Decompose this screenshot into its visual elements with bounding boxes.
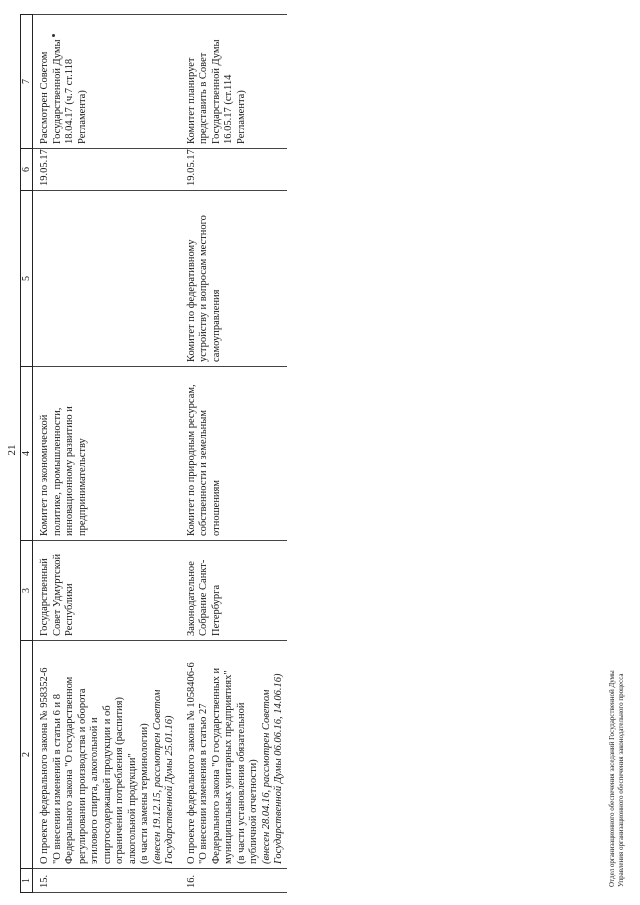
bill-line: Федерального закона "О государственном: [64, 676, 75, 864]
header-row: [21, 15, 33, 893]
date: 19.05.17: [178, 149, 287, 191]
header-col-7: 7: [21, 15, 33, 149]
header-col-5: 5: [21, 191, 33, 367]
bill-line: спиртосодержащей продукции и об: [101, 705, 113, 864]
bill-title: [33, 641, 178, 869]
header-col-3: 3: [21, 541, 33, 641]
status: Рассмотрен Советом Государственной Думы 18.04.17 (ч.7 ст.118 Регламента): [33, 15, 178, 149]
header-col-1: 1: [21, 869, 33, 893]
bill-intro: О проекте федерального закона № 1058406-6: [185, 662, 197, 864]
bill-line: муниципальных унитарных предприятиях": [223, 670, 234, 864]
bill-note: (внесен 19.12.15, рассмотрен Советом: [151, 689, 163, 864]
responsible-committee: Комитет по экономической политике, промышленности, инновационному развитию и предпринимательству: [33, 367, 178, 541]
header-col-6: 6: [21, 149, 33, 191]
bill-line: "О внесении изменений в статьи 6 и 8: [51, 694, 63, 864]
bill-line: публичной отчетности): [248, 759, 259, 864]
bill-line: "О внесении изменения в статью 27: [198, 703, 209, 864]
co-committee: Комитет по федеративному устройству и вопросам местного самоуправления: [178, 191, 287, 367]
bill-line: алкогольной продукции": [126, 753, 138, 864]
footer-line-2: Управления организационного обеспечения законодательного процесса: [617, 673, 625, 887]
bill-note: (внесен 28.04.16, рассмотрен Советом: [260, 689, 272, 864]
bill-line: этилового спирта, алкогольной и: [89, 717, 100, 864]
bill-note: Государственной Думы 25.01.16): [164, 715, 175, 864]
status: Комитет планирует представить в Совет Государственной Думы 16.05.17 (ст.114 Регламента): [178, 15, 287, 149]
initiator: Законодательное Собрание Санкт-Петербурга: [178, 541, 287, 641]
bills-table: [20, 14, 287, 893]
bills-table-container: [20, 14, 287, 893]
row-number: 16.: [178, 869, 287, 893]
bill-note: Государственной Думы 06.06.16, 14.06.16): [273, 673, 284, 864]
initiator: Государственный Совет Удмуртской Республики: [33, 541, 178, 641]
bill-title: [178, 641, 287, 869]
row-number: 15.: [33, 869, 178, 893]
bill-line: (в части установления обязательной: [235, 702, 247, 864]
bill-line: Федерального закона "О государственных и: [210, 667, 222, 864]
bill-intro: О проекте федерального закона № 958352-6: [39, 667, 50, 864]
footer: [608, 670, 626, 887]
responsible-committee: Комитет по природным ресурсам, собственности и земельным отношениям: [178, 367, 287, 541]
page-number: 21: [6, 444, 18, 456]
co-committee: [33, 191, 178, 367]
footer-line-1: Отдел организационного обеспечения заседаний Государственной Думы: [608, 670, 616, 887]
header-col-4: 4: [21, 367, 33, 541]
bill-line: регулировании производства и оборота: [76, 688, 88, 864]
bill-line: ограничении потребления (распития): [114, 696, 125, 864]
table-row: [33, 15, 178, 893]
date: 19.05.17: [33, 149, 178, 191]
table-row: [178, 15, 287, 893]
bill-line: (в части замены терминологии): [139, 723, 150, 864]
header-col-2: 2: [21, 641, 33, 869]
